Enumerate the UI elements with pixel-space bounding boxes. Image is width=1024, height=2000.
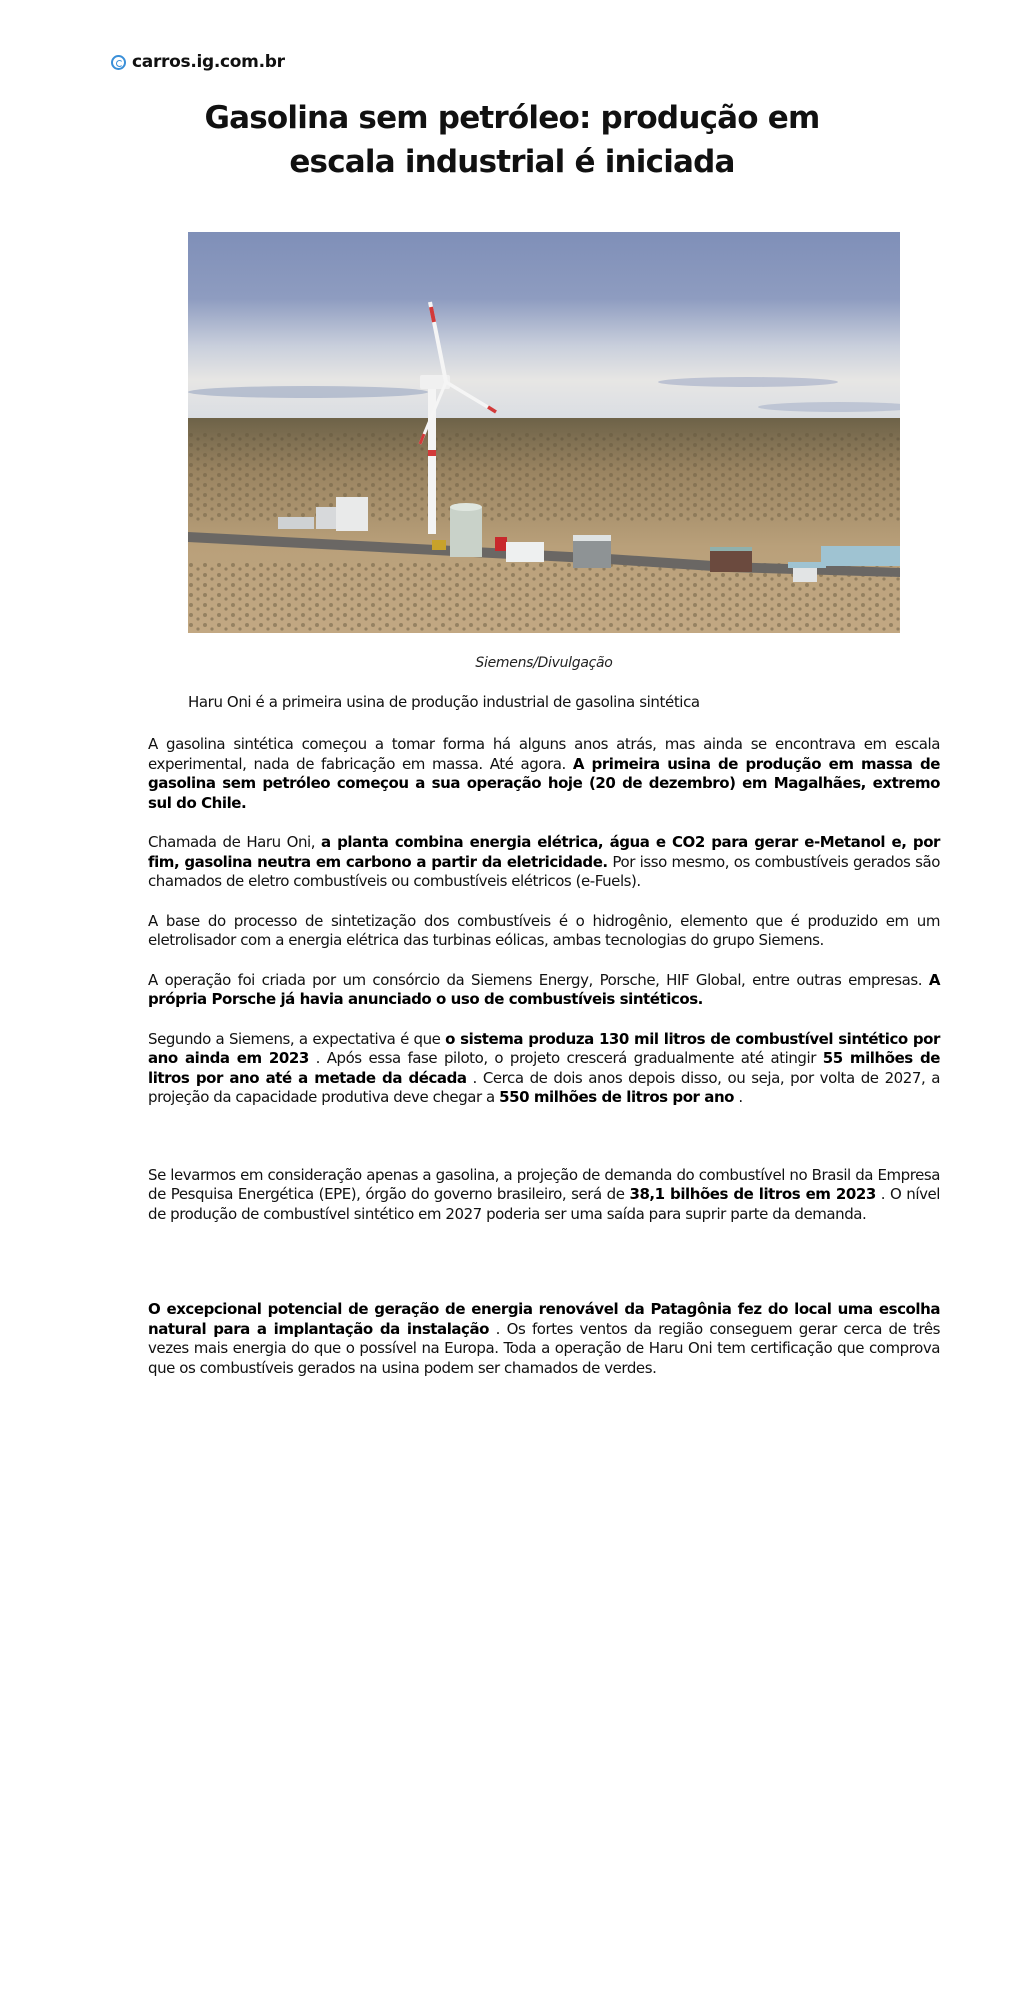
article-paragraph — [148, 1030, 940, 1108]
article-title: Gasolina sem petróleo: produção em escala industrial é iniciada — [204, 100, 820, 180]
bold-text-segment: A própria Porsche já havia anunciado o uso de combustíveis sintéticos. — [148, 970, 940, 1008]
site-name-link[interactable]: carros.ig.com.br — [132, 52, 285, 72]
text-segment: . Após essa fase piloto, o projeto crescerá gradualmente até atingir — [308, 1049, 823, 1067]
article-paragraph — [148, 1166, 940, 1225]
article-paragraph — [148, 735, 940, 813]
ig-logo-icon — [111, 55, 126, 70]
text-segment: . Cerca de dois anos depois disso, ou seja, por volta de 2027, a projeção da capacidade produtiva deve chegar a — [148, 1068, 940, 1106]
article-hero-image — [188, 232, 900, 633]
bold-text-segment: A primeira usina de produção em massa de gasolina sem petróleo começou a sua operação hoje (20 de dezembro) em Magalhães, extremo sul do Chile. — [148, 754, 940, 812]
article-paragraph — [148, 1300, 940, 1378]
text-segment: . Os fortes ventos da região conseguem gerar cerca de três vezes mais energia do que o possível na Europa. Toda a operação de Haru Oni tem certificação que comprova que os combustíveis gerados na usina podem ser chamados de verdes. — [148, 1319, 941, 1377]
article-body — [148, 735, 940, 1398]
bold-text-segment: 38,1 bilhões de litros em 2023 — [629, 1185, 876, 1203]
text-segment: Chamada de Haru Oni, — [148, 833, 322, 851]
article-paragraph — [148, 833, 940, 892]
image-credit: Siemens/Divulgação — [475, 655, 613, 671]
bold-text-segment: 55 milhões de litros por ano até a metade da década — [148, 1049, 940, 1087]
wind-turbine-plant-illustration — [188, 232, 900, 633]
bold-text-segment: 550 milhões de litros por ano — [499, 1088, 735, 1106]
site-header — [111, 52, 285, 72]
text-segment: Segundo a Siemens, a expectativa é que — [148, 1029, 446, 1048]
text-segment: Por isso mesmo, os combustíveis gerados são chamados de eletro combustíveis ou combustíveis elétricos (e-Fuels). — [148, 852, 940, 890]
text-segment: A operação foi criada por um consórcio da Siemens Energy, Porsche, HIF Global, entre outras empresas. — [148, 970, 929, 989]
text-segment: A gasolina sintética começou a tomar forma há alguns anos atrás, mas ainda se encontrava em escala experimental, nada de fabricação em massa. Até agora. — [148, 735, 940, 773]
bold-text-segment: a planta combina energia elétrica, água e CO2 para gerar e-Metanol e, por fim, gasolina neutra em carbono a partir da eletricidade. — [148, 833, 940, 871]
bold-text-segment: o sistema produza 130 mil litros de combustível sintético por ano ainda em 2023 — [148, 1029, 940, 1067]
image-caption: Haru Oni é a primeira usina de produção industrial de gasolina sintética — [188, 693, 700, 711]
text-segment: A base do processo de sintetização dos combustíveis é o hidrogênio, elemento que é produzido em um eletrolisador com a energia elétrica das turbinas eólicas, ambas tecnologias do grupo Siemens. — [148, 911, 940, 949]
text-segment: Se levarmos em consideração apenas a gasolina, a projeção de demanda do combustível no Brasil da Empresa de Pesquisa Energética (EPE), órgão do governo brasileiro, será de — [148, 1165, 940, 1203]
article-paragraph — [148, 912, 940, 951]
text-segment: . — [734, 1088, 743, 1106]
bold-text-segment: O excepcional potencial de geração de energia renovável da Patagônia fez do local uma escolha natural para a implantação da instalação — [148, 1300, 940, 1338]
text-segment: . O nível de produção de combustível sintético em 2027 poderia ser uma saída para suprir parte da demanda. — [148, 1185, 940, 1223]
article-paragraph — [148, 971, 940, 1010]
